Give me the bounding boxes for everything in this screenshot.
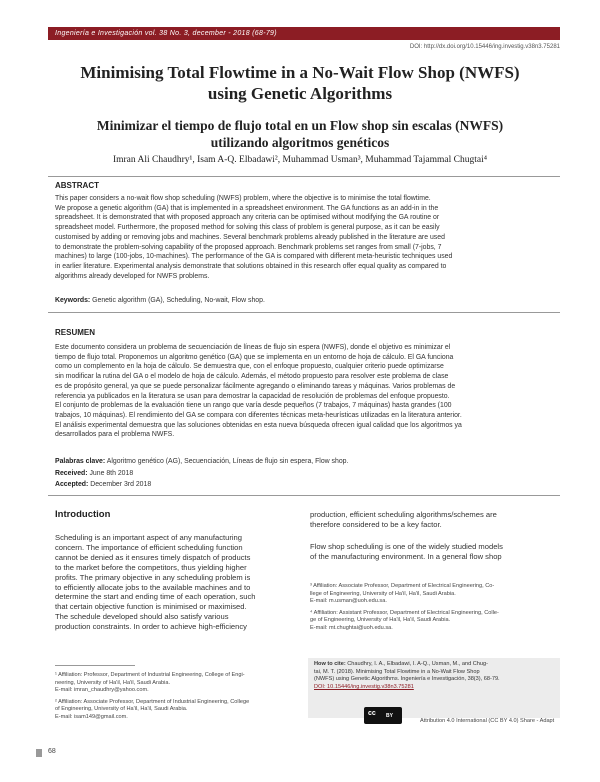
footnote-line: llege of Engineering, University of Ha'il, Ha'il, Saudi Arabia.: [310, 590, 456, 597]
cite-line: Chaudhry, I. A., Elbadawi, I. A-Q., Usman, M., and Chug-: [347, 661, 488, 667]
title-spanish-line: utilizando algoritmos genéticos: [210, 135, 390, 150]
intro-line: therefore considered to be a key factor.: [310, 519, 442, 529]
intro-line: determine the start and ending time of each operation, such: [55, 592, 256, 602]
abstract-line: in earlier literature. Experimental analysis demonstrate that solutions obtained in this research offer equal quality as compared to: [55, 262, 447, 270]
footnote-line: ¹ Affiliation: Professor, Department of Industrial Engineering, College of Engi-: [55, 672, 245, 678]
title-english-line: using Genetic Algorithms: [207, 84, 393, 103]
received-value: June 8th 2018: [89, 470, 134, 477]
resumen-line: referencia ya publicados en la literatura se usan para demostrar la capacidad de resolución de problemas del enfoque propuesto.: [55, 392, 450, 400]
introduction-heading: Introduction: [55, 509, 111, 520]
keywords-value: Genetic algorithm (GA), Scheduling, No-wait, Flow shop.: [92, 297, 265, 304]
resumen-line: es de propósito general, ya que se puede personalizar fácilmente agregando o eliminando tareas y máquinas. Varios problemas de: [55, 382, 456, 390]
intro-right-column: [310, 510, 555, 562]
footnote-line: ⁴ Affiliation: Assistant Professor, Department of Electrical Engineering, Colle-: [310, 609, 499, 616]
abstract-keywords: [55, 297, 265, 304]
license-text: Attribution 4.0 International (CC BY 4.0) Share - Adapt: [420, 718, 555, 724]
abstract-line: This paper considers a no-wait flow shop scheduling (NWFS) problem, where the objective is to minimise the total flowtime.: [55, 195, 431, 202]
abstract-heading: ABSTRACT: [55, 181, 99, 190]
resumen-line: Este documento considera un problema de secuenciación de líneas de flujo sin espera (NWFS), donde el objetivo es minimizar el: [55, 344, 451, 351]
title-english: [40, 62, 560, 104]
intro-left-column: [55, 533, 293, 632]
resumen-line: sin modificar la rutina del GA o el modelo de hoja de cálculo. Además, el método propuesto para resolver este problema de clase: [55, 373, 449, 381]
abstract-line: spreadsheet model. Furthermore, the proposed method for solving this class of problem is general purpose, as it can be easily: [55, 224, 440, 232]
doi-label[interactable]: DOI: http://dx.doi.org/10.15446/ing.investig.v38n3.75281: [409, 44, 560, 50]
footnote-line: ² Affiliation: Associate Professor, Department of Industrial Engineering, College: [55, 698, 250, 705]
footnote-line: E-mail: isam149@gmail.com.: [55, 713, 128, 720]
intro-line: profits. The primary objective in any scheduling problem is: [55, 572, 251, 582]
intro-line: of the manufacturing environment. In a general flow shop: [310, 551, 502, 561]
resumen-line: tiempo de flujo total. Proponemos un algoritmo genético (GA) que se implementa en un entorno de hoja de cálculo. El GA funciona: [55, 353, 454, 361]
resumen-line: El conjunto de problemas de la evaluación tiene un rango que varía desde pequeños (7 trabajos, 7 máquinas) hasta grandes (100: [55, 402, 452, 410]
intro-line: that certain objective function is minimised or maximised.: [55, 602, 247, 612]
footnote-rule: [55, 665, 135, 666]
intro-line: cannot be denied as it ensures timely dispatch of products: [55, 552, 251, 562]
by-icon: BY: [386, 713, 393, 719]
intro-line: Scheduling is an important aspect of any manufacturing: [55, 533, 242, 542]
resumen-body: [55, 343, 555, 440]
cc-by-badge[interactable]: [364, 707, 402, 724]
cite-line: tai, M. T. (2018). Minimising Total Flowtime in a No-Wait Flow Shop: [314, 668, 480, 675]
resumen-line: trabajos, 10 máquinas). El rendimiento del GA se compara con diferentes técnicas meta-heurísticas utilizadas en la literatura anterior.: [55, 411, 462, 419]
resumen-line: desarrollados para el problema NWFS.: [55, 431, 175, 439]
intro-line: to the market before the competitors, thus yielding higher: [55, 562, 247, 572]
resumen-line: El análisis experimental demuestra que las soluciones obtenidas en esta nueva búsqueda ofrecen igual calidad que los algoritmos ya: [55, 421, 462, 429]
received-date: [55, 470, 133, 477]
how-to-cite: [314, 661, 556, 691]
journal-name: Ingeniería e Investigación vol. 38 No. 3, december - 2018 (68-79): [55, 30, 277, 37]
resumen-keywords: [55, 458, 348, 465]
abstract-line: customised by adding or removing jobs and machines. Several benchmark problems already published in the literature are used: [55, 233, 445, 241]
cc-icon: cc: [368, 710, 376, 717]
page-number: 68: [48, 748, 56, 755]
keywords-label: Keywords:: [55, 297, 91, 304]
divider: [48, 495, 560, 496]
abstract-line: machines) to large (100-jobs, 10-machines). The performance of the GA is compared with different meta-heuristic techniques used: [55, 253, 453, 261]
accepted-value: December 3rd 2018: [90, 481, 152, 488]
intro-line: production constraints. In order to achieve high-efficiency: [55, 622, 247, 632]
intro-line: concern. The importance of efficient scheduling function: [55, 542, 243, 552]
abstract-line: to demonstrate the problem-solving capability of the proposed approach. Benchmark problems set ranges from small (7-jobs, 7: [55, 243, 442, 251]
cite-line: (NWFS) using Genetic Algorithms. Ingeniería e Investigación, 38(3), 68-79.: [314, 676, 500, 683]
abstract-line: spreadsheet. It is demonstrated that with proposed approach any criteria can be optimised without modifying the GA routine or: [55, 214, 440, 222]
footnotes-left: [55, 672, 295, 722]
footnote-line: E-mail: imran_chaudhry@yahoo.com.: [55, 687, 149, 694]
palabras-clave-value: Algoritmo genético (AG), Secuenciación, Líneas de flujo sin espera, Flow shop.: [106, 458, 349, 465]
abstract-body: [55, 194, 555, 281]
title-spanish: [40, 117, 560, 151]
footnote-line: of Engineering, University of Ha'il, Ha'il, Saudi Arabia.: [55, 706, 188, 713]
abstract-line: We propose a genetic algorithm (GA) that is implemented in a spreadsheet environment. The GA functions as an add-in in the: [55, 204, 439, 212]
palabras-clave-label: Palabras clave:: [55, 458, 106, 465]
author-list: Imran Ali Chaudhry¹, Isam A-Q. Elbadawi², Muhammad Usman³, Muhammad Tajammal Chugtai⁴: [112, 155, 488, 165]
intro-line: production, efficient scheduling algorithms/schemes are: [310, 510, 497, 519]
cite-label: How to cite:: [314, 661, 346, 667]
resumen-line: como un complemento en la hoja de cálculo. Se demuestra que, con el enfoque propuesto, cualquier criterio puede optimizarse: [55, 363, 444, 371]
divider: [48, 312, 560, 313]
accepted-label: Accepted:: [55, 481, 89, 488]
footnotes-right: [310, 583, 560, 633]
page-marker: [36, 749, 42, 757]
intro-line: The schedule developed should also satisfy various: [55, 612, 229, 622]
footnote-line: ge of Engineering, University of Ha'il, Ha'il, Saudi Arabia.: [310, 617, 451, 624]
received-label: Received:: [55, 470, 88, 477]
intro-line: to efficiently allocate jobs to the available machines and to: [55, 582, 251, 592]
title-english-line: Minimising Total Flowtime in a No-Wait Flow Shop (NWFS): [80, 63, 520, 82]
footnote-line: neering, University of Ha'il, Ha'il, Saudi Arabia.: [55, 679, 170, 686]
resumen-heading: RESUMEN: [55, 328, 96, 337]
footnote-line: E-mail: m.usman@uoh.edu.sa.: [310, 598, 387, 605]
divider: [48, 176, 560, 177]
abstract-line: algorithms already developed for NWFS problems.: [55, 272, 210, 280]
footnote-line: ³ Affiliation: Associate Professor, Department of Electrical Engineering, Co-: [310, 583, 495, 589]
intro-line: Flow shop scheduling is one of the widely studied models: [310, 541, 503, 551]
cite-doi-link[interactable]: DOI: 10.15446/ing.investig.v38n3.75281: [314, 683, 414, 690]
accepted-date: [55, 481, 151, 488]
title-spanish-line: Minimizar el tiempo de flujo total en un Flow shop sin escalas (NWFS): [96, 118, 504, 133]
footnote-line: E-mail: mt.chughtai@uoh.edu.sa.: [310, 624, 393, 631]
